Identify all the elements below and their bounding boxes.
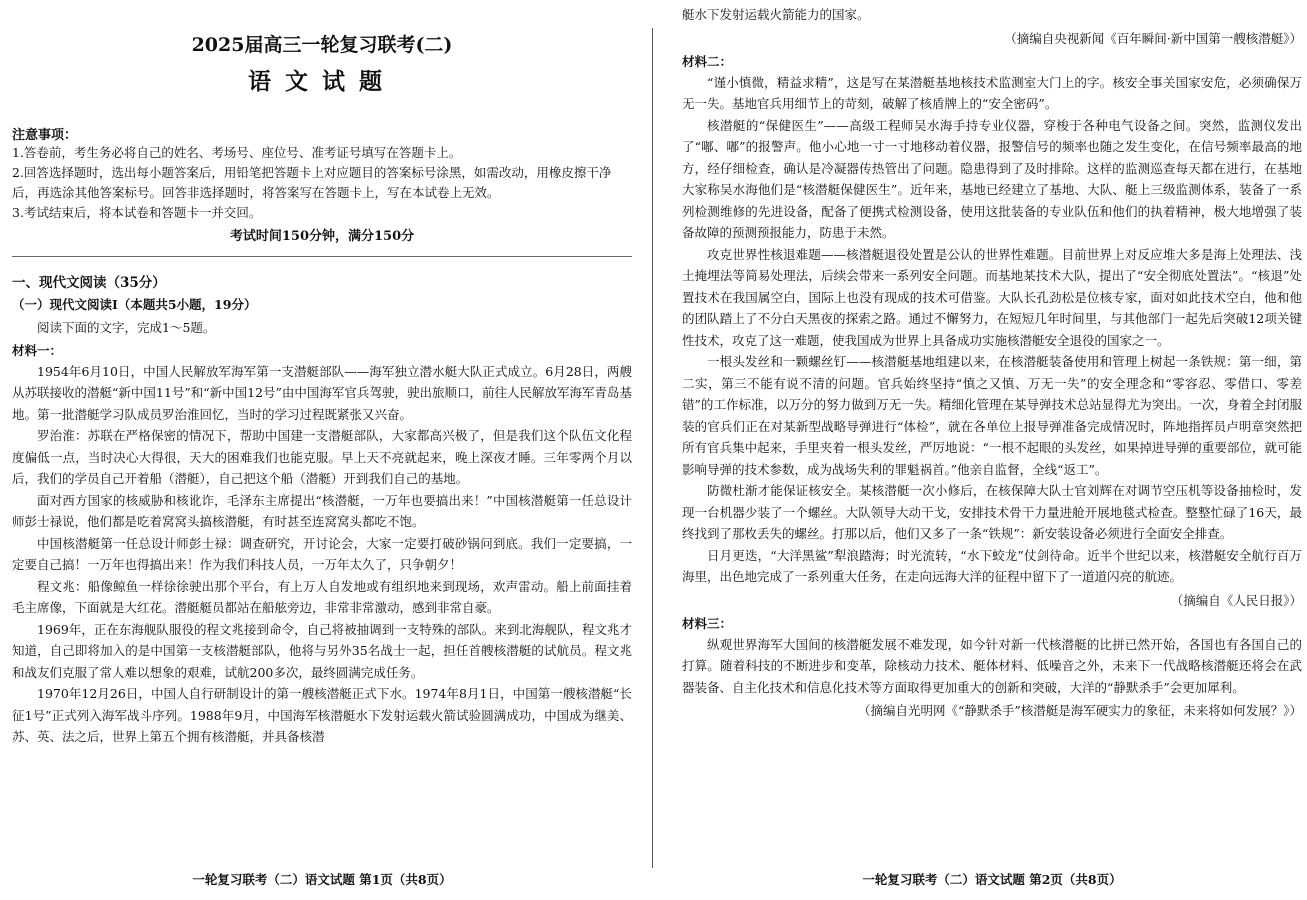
page-1 — [12, 0, 632, 900]
paragraph: 罗治淮：苏联在严格保密的情况下，帮助中国建一支潜艇部队，大家都高兴极了，但是我们这个队伍文化程度偏低一点，当时决心大得很，天大的困难我们也能克服。早上天不亮就起来，晚上深夜才睡。三年零两个月以后，我们的学员自己开着船（潜艇），自己把这个船（潜艇）开到我们自己的基地。 — [12, 428, 632, 486]
section-heading: 一、现代文阅读（35分） — [12, 275, 166, 291]
paragraph: “谨小慎微，精益求精”，这是写在某潜艇基地核技术监测室大门上的字。核安全事关国家安危，必须确保万无一失。基地官兵用细节上的苛刻，破解了核盾牌上的“安全密码”。 — [682, 74, 1302, 111]
notice-heading: 注意事项： — [12, 128, 78, 143]
source-note: （摘编自光明网《“静默杀手”核潜艇是海军硬实力的象征，未来将如何发展？》） — [857, 703, 1302, 718]
instruction: 阅读下面的文字，完成1～5题。 — [37, 320, 216, 335]
exam-subject-title: 语文试题 — [248, 68, 396, 95]
material-label: 材料一： — [12, 342, 63, 358]
paragraph-continuation: 艇水下发射运载火箭能力的国家。 — [682, 7, 870, 22]
material-label: 材料三： — [682, 615, 733, 631]
exam-title: 2025届高三一轮复习联考(二) — [191, 34, 453, 56]
paragraph: 攻克世界性核退难题——核潜艇退役处置是公认的世界性难题。目前世界上对反应堆大多是海上处理法、浅土掩埋法等简易处理法，后续会带来一系列安全问题。而基地某技术大队，提出了“安全彻底处置法”。“核退”处置技术在我国属空白，国际上也没有现成的技术可借鉴。大队长孔劲松是位核专家，面对如此技术空白，他和他的团队踏上了不分白天黑夜的探索之路。通过不懈努力，在短短几年时间里，与其他部门一起先后突破12项关键性技术，攻克了这一难题，使我国成为世界上具备成功实施核潜艇安全退役的国家之一。 — [682, 246, 1302, 348]
paragraph: 1970年12月26日，中国人自行研制设计的第一艘核潜艇正式下水。1974年8月1日，中国第一艘核潜艇“长征1号”正式列入海军战斗序列。1988年9月，中国海军核潜艇水下发射运载火箭试验圆满成功，中国成为继美、苏、英、法之后，世界上第五个拥有核潜艇，并具备核潜 — [12, 686, 632, 744]
paragraph: 一根头发丝和一颗螺丝钉——核潜艇基地组建以来，在核潜艇装备使用和管理上树起一条铁规：第一细，第二实，第三不能有说不清的问题。官兵始终坚持“慎之又慎、万无一失”的安全理念和“零容忍、零借口、零差错”的工作标准，以万分的努力做到万无一失。精细化管理在某导弹技术总站显得尤为突出。一次，身着全封闭服装的官兵们正在对某新型战略导弹进行“体检”，就在各单位上报导弹准备完成情况时，阵地指挥员卢明章突然把所有官兵集中起来，手里夹着一根头发丝，严厉地说：“一根不起眼的头发丝，如果掉进导弹的重要部位，就可能影响导弹的技术参数，成为战场失利的罪魁祸首。”他亲自监督，全线“返工”。 — [682, 354, 1302, 477]
paragraph: 日月更迭，“大洋黑鲨”犁浪踏海；时光流转，“水下蛟龙”仗剑待命。近半个世纪以来，核潜艇安全航行百万海里，出色地完成了一系列重大任务，在走向远海大洋的征程中留下了一道道闪亮的航迹。 — [682, 547, 1302, 584]
paragraph: 中国核潜艇第一任总设计师彭士禄：调查研究，开讨论会，大家一定要打破砂锅问到底。我们一定要搞，一定要自己搞！一万年也得搞出来！作为我们科技人员，一万年太久了，只争朝夕！ — [12, 535, 632, 572]
notice-item: 1.答卷前，考生务必将自己的姓名、考场号、座位号、准考证号填写在答题卡上。 — [12, 145, 462, 160]
section-divider — [12, 256, 632, 257]
source-note: （摘编自央视新闻《百年瞬间·新中国第一艘核潜艇》） — [1004, 30, 1302, 46]
exam-time: 考试时间150分钟，满分150分 — [229, 229, 415, 244]
subsection-heading: （一）现代文阅读Ⅰ（本题共5小题，19分） — [12, 297, 257, 312]
source-note: （摘编自《人民日报》） — [1170, 592, 1302, 608]
paragraph: 核潜艇的“保健医生”——高级工程师吴水海手持专业仪器，穿梭于各种电气设备之间。突然，监测仪发出了“嘟、嘟”的报警声。他小心地一寸一寸地移动着仪器，报警信号的频率也随之发生变化，在信号频率最高的地方，经仔细检查，确认是冷凝器传热管出了问题。隐患得到了及时排除。这样的监测巡查每天都在进行，在基地大家称吴水海他们是“核潜艇保健医生”。近年来，基地已经建立了基地、大队、艇上三级监测体系，装备了一系列检测维修的先进设备，配备了便携式检测设备，使用这批装备的专业队伍和他们的执着精神，极大地增强了装备故障的预测预报能力，防患于未然。 — [682, 117, 1302, 240]
paragraph: 程文兆：船像鲸鱼一样徐徐驶出那个平台，有上万人自发地或有组织地来到现场，欢声雷动。船上前面挂着毛主席像，下面就是大红花。潜艇艇员都站在船舷旁边，非常非常激动，感到非常自豪。 — [12, 578, 632, 615]
page-2 — [682, 0, 1302, 900]
notice-item: 2.回答选择题时，选出每小题答案后，用铅笔把答题卡上对应题目的答案标号涂黑，如需改动，用橡皮擦干净后，再选涂其他答案标号。回答非选择题时，将答案写在答题卡上，写在本试卷上无效。 — [12, 165, 612, 200]
paragraph: 1954年6月10日，中国人民解放军海军第一支潜艇部队——海军独立潜水艇大队正式成立。6月28日，两艘从苏联接收的潜艇“新中国11号”和“新中国12号”由中国海军官兵驾驶，驶出旅顺口，前往人民解放军海军青岛基地。第一批潜艇学习队成员罗治淮回忆，当时的学习过程既紧张又兴奋。 — [12, 363, 632, 422]
page-footer: 一轮复习联考（二）语文试题 第2页（共8页） — [862, 872, 1122, 887]
notice-item: 3.考试结束后，将本试卷和答题卡一并交回。 — [12, 205, 262, 220]
paragraph: 1969年，正在东海舰队服役的程文兆接到命令，自己将被抽调到一支特殊的部队。来到北海舰队，程文兆才知道，自己即将加入的是中国第一支核潜艇部队，他将与另外35名战士一起，担任首艘核潜艇的试航员。程文兆和战友们克服了常人难以想象的艰难，试航200多次，最终圆满完成任务。 — [12, 621, 632, 680]
page-footer: 一轮复习联考（二）语文试题 第1页（共8页） — [192, 872, 452, 887]
page-divider — [652, 28, 653, 868]
paragraph: 纵观世界海军大国间的核潜艇发展不难发现，如今针对新一代核潜艇的比拼已然开始，各国也有各国自己的打算。随着科技的不断进步和变革，除核动力技术、艇体材料、低噪音之外，未来下一代战略核潜艇还将会在武器装备、自主化技术和信息化技术等方面取得更加重大的创新和突破，大洋的“静默杀手”会更加犀利。 — [682, 636, 1302, 695]
material-label: 材料二： — [682, 53, 733, 69]
paragraph: 防微杜渐才能保证核安全。某核潜艇一次小修后，在核保障大队士官刘辉在对调节空压机等设备抽检时，发现一台机器少装了一个螺丝。大队领导大动干戈，安排技术骨干力量进舱开展地毯式检查。整整忙碌了16天，最终找到了那枚丢失的螺丝。打那以后，他们又多了一条“铁规”：新安装设备必须进行全面安全排查。 — [682, 483, 1302, 541]
paragraph: 面对西方国家的核威胁和核讹诈，毛泽东主席提出“核潜艇，一万年也要搞出来！”中国核潜艇第一任总设计师彭士禄说，他们都是吃着窝窝头搞核潜艇，有时甚至连窝窝头都吃不饱。 — [12, 492, 632, 529]
